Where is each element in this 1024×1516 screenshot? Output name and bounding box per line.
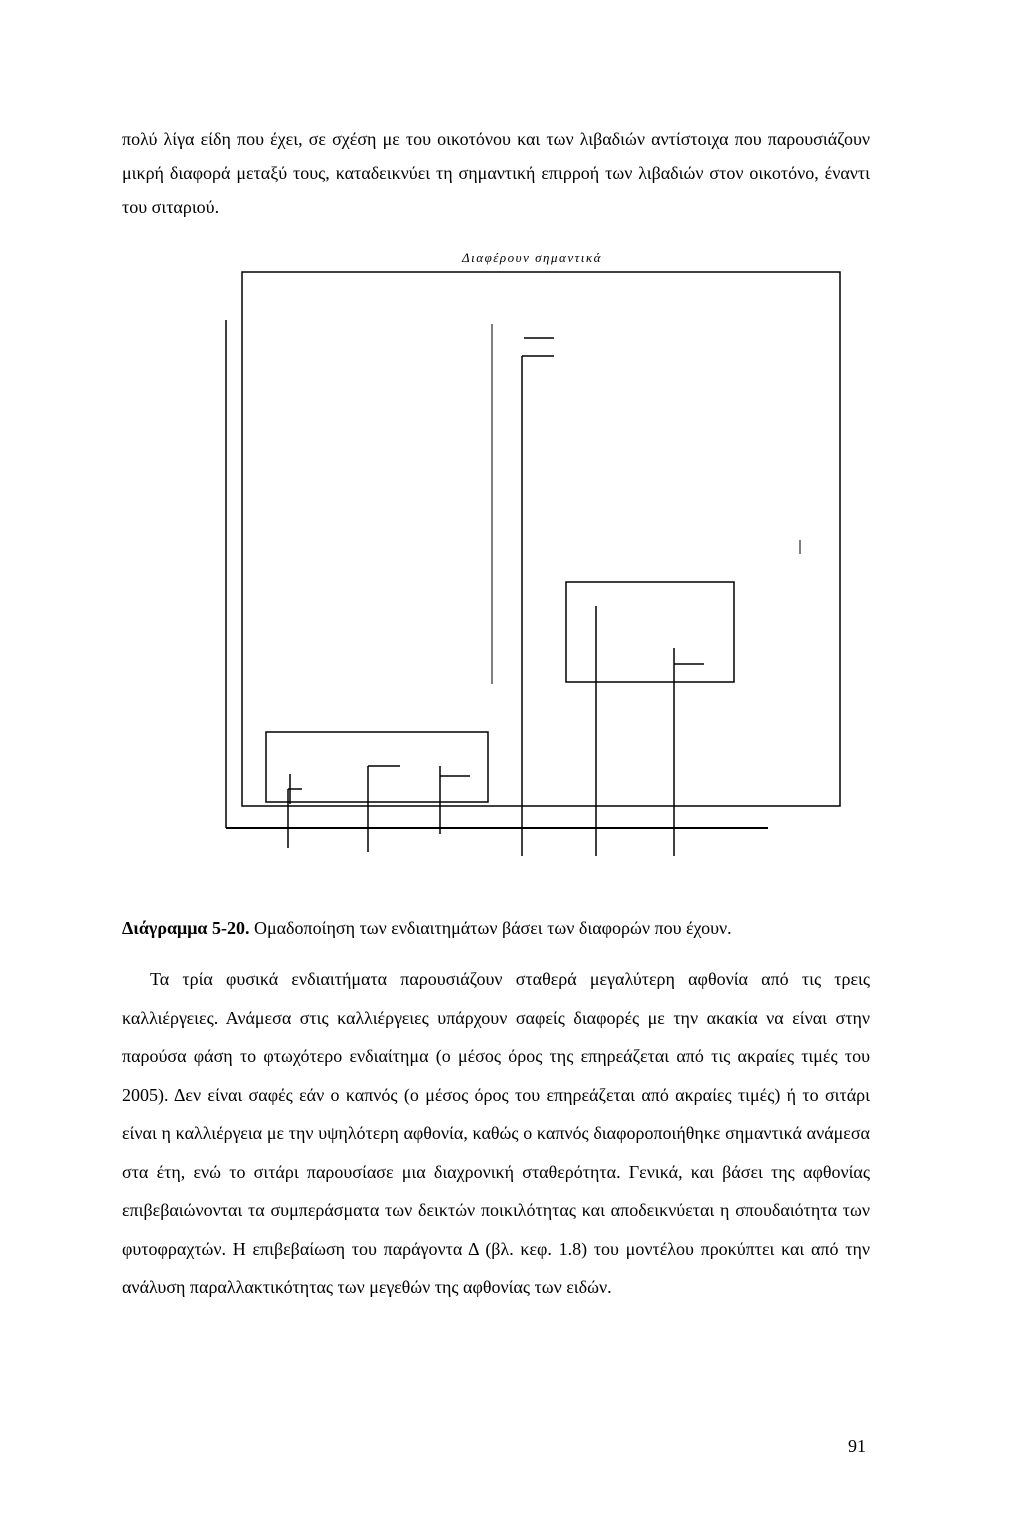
- figure-title: Διαφέρουν σημαντικά: [462, 250, 602, 265]
- right-cluster-box: [566, 582, 734, 682]
- left-cluster-box: [266, 732, 488, 802]
- main-paragraph: Τα τρία φυσικά ενδιαιτήματα παρουσιάζουν σταθερά μεγαλύτερη αφθονία από τις τρεις καλλιέργειες. Ανάμεσα στις καλλιέργειες υπάρχουν σαφείς διαφορές με την ακακία να είναι στην παρούσα φάση το φτωχότερο ενδιαίτημα (ο μέσος όρος της επηρεάζεται από τις ακραίες τιμές του 2005). Δεν είναι σαφές εάν ο καπνός (ο μέσος όρος του επηρεάζεται από ακραίες τιμές) ή το σιτάρι είναι η καλλιέργεια με την υψηλότερη αφθονία, καθώς ο καπνός διαφοροποιήθηκε σημαντικά ανάμεσα στα έτη, ενώ το σιτάρι παρουσίασε μια διαχρονική σταθερότητα. Γενικά, και βάσει της αφθονίας επιβεβαιώνονται τα συμπεράσματα των δεικτών ποικιλότητας και αποδεικνύεται η σπουδαιότητα των φυτοφραχτών. Η επιβεβαίωση του παράγοντα Δ (βλ. κεφ. 1.8) του μοντέλου προκύπτει και από την ανάλυση παραλλακτικότητας των μεγεθών της αφθονίας των ειδών.: [122, 969, 870, 1297]
- caption-text: Ομαδοποίηση των ενδιαιτημάτων βάσει των διαφορών που έχουν.: [249, 918, 732, 938]
- dendrogram-svg: [222, 244, 848, 870]
- page-number: 91: [848, 1436, 866, 1456]
- dendrogram-figure: [222, 244, 848, 870]
- caption-label: Διάγραμμα 5-20.: [122, 918, 250, 938]
- top-paragraph: πολύ λίγα είδη που έχει, σε σχέση με του οικοτόνου και των λιβαδιών αντίστοιχα που παρουσιάζουν μικρή διαφορά μεταξύ τους, καταδεικνύει τη σημαντική επιρροή των λιβαδιών στον οικοτόνο, έναντι του σιταριού.: [122, 129, 870, 217]
- figure-caption: [122, 916, 882, 940]
- outer-cluster-box: [242, 272, 840, 806]
